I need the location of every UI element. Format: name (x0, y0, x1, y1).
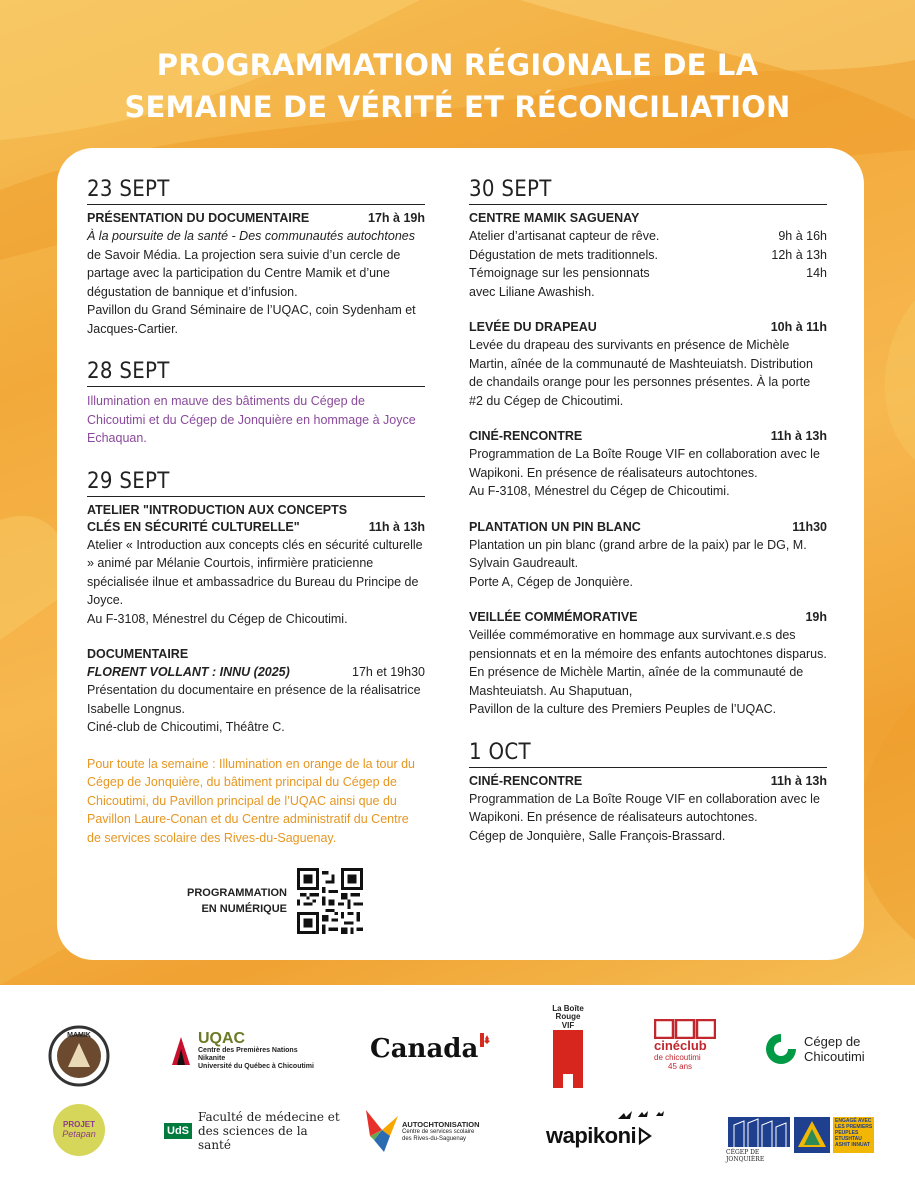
event-pin-blanc (469, 519, 827, 592)
event-location: Au F-3108, Ménestrel du Cégep de Chicoutimi. (87, 611, 348, 626)
boite-line-3: VIF (561, 1021, 575, 1030)
uds-line-1: Faculté de médecine et (198, 1110, 340, 1124)
event-title: DOCUMENTAIRE (87, 647, 189, 661)
wapikoni-birds-icon (616, 1109, 676, 1123)
engage-mark-icon (794, 1117, 830, 1153)
uqac-sub-1: Centre des Premières Nations (198, 1046, 298, 1054)
event-body: Levée du drapeau des survivants en présence de Michèle Martin, aînée de la communauté de Mashteuiatsh. Distribution de chandails orange pour les personnes présentes. À la porte #2 du Cégep de Chicoutimi. (469, 338, 813, 408)
week-note: Pour toute la semaine : Illumination en orange de la tour du Cégep de Jonquière, du bâtiment principal du Cégep de Chicoutimi, du Pavillon principal de l’UQAC ainsi que du Pavillon Laure-Conan et du Centre administratif du Centre de services scolaire des Rives-du-Saguenay. (87, 756, 415, 845)
auto-line-1: AUTOCHTONISATION (402, 1119, 480, 1129)
autochtonisation-bird-icon (362, 1106, 400, 1156)
wapikoni-wordmark: wapikoni (546, 1123, 637, 1148)
cineclub-sub: de chicoutimi (654, 1053, 701, 1062)
auto-line-3: des Rives-du-Saguenay (402, 1135, 467, 1142)
event-header (87, 502, 425, 536)
program-card (57, 148, 864, 960)
petapan-line-2: Petapan (62, 1129, 96, 1139)
event-body: Illumination en mauve des bâtiments du Cégep de Chicoutimi et du Cégep de Jonquière en hommage à Joyce Echaquan. (87, 394, 416, 445)
cegep-jonquiere-icon (728, 1117, 790, 1147)
event-documentaire (87, 646, 425, 737)
day-28-sept (87, 360, 425, 448)
event-time: 11h à 13h (368, 519, 425, 534)
cineclub-name: cinéclub (654, 1038, 707, 1053)
uqac-sub-2: Nikanite (198, 1054, 226, 1062)
event-title: CENTRE MAMIK SAGUENAY (469, 211, 640, 225)
event-location: Cégep de Jonquière, Salle François-Brassard. (469, 828, 726, 843)
engage-line-4: ETUSHTAU (835, 1136, 862, 1142)
title-line-2: SEMAINE DE VÉRITÉ ET RÉCONCILIATION (124, 90, 791, 124)
event-title: CINÉ-RENCONTRE (469, 773, 583, 788)
row-extra: avec Liliane Awashish. (469, 284, 595, 299)
row-label: Témoignage sur les pensionnats (469, 266, 650, 280)
row-time: 12h à 13h (771, 247, 827, 262)
event-title (87, 502, 369, 536)
engage-line-1: ENGAGÉ AVEC (835, 1118, 872, 1124)
date-heading: 28 SEPT (87, 360, 425, 387)
logo-mamik (48, 1025, 110, 1087)
qr-label-line-1: PROGRAMMATION (186, 887, 287, 899)
event-header (87, 210, 425, 227)
logo-engage-premiers-peuples (794, 1115, 878, 1155)
uds-line-2: des sciences de la santé (198, 1124, 308, 1152)
event-time: 19h (805, 610, 827, 624)
event-location: Pavillon du Grand Séminaire de l’UQAC, coin Sydenham et Jacques-Cartier. (87, 303, 416, 336)
canada-wordmark: Canada (370, 1034, 479, 1064)
petapan-logo-icon (52, 1103, 106, 1157)
event-title: LEVÉE DU DRAPEAU (469, 320, 597, 334)
event-body: Programmation de La Boîte Rouge VIF en collaboration avec le Wapikoni. En présence de réalisateurs autochtones. (469, 791, 820, 824)
uqac-sub-3: Université du Québec à Chicoutimi (198, 1062, 314, 1070)
film-title: FLORENT VOLLANT : INNU (2025) (87, 665, 290, 679)
mamik-logo-icon (48, 1025, 110, 1087)
row-time: 14h (806, 266, 827, 280)
logo-cegep-jonquiere (726, 1117, 792, 1163)
canada-flag-icon (480, 1033, 490, 1047)
left-column (87, 178, 425, 869)
event-body: Veillée commémorative en hommage aux survivant.e.s des pensionnats et en la mémoire des enfants autochtones disparus. En présence de Michèle Martin, aînée de la communauté de Mashteuiatsh. Au Shaputuan, (469, 628, 827, 698)
event-atelier (87, 502, 425, 629)
uqac-feather-icon (168, 1033, 194, 1067)
engage-line-2: LES PREMIERS (835, 1124, 873, 1130)
event-time: 11h à 13h (770, 773, 827, 788)
date-heading: 30 SEPT (469, 178, 827, 205)
logo-uds (164, 1111, 344, 1151)
cegep-chic-line-1: Cégep de (804, 1034, 861, 1049)
schedule-row (469, 227, 827, 246)
right-column (469, 178, 827, 867)
event-cine-rencontre (469, 428, 827, 501)
boite-line-2: Rouge (555, 1012, 581, 1021)
event-time: 11h à 13h (770, 429, 827, 443)
event-title: VEILLÉE COMMÉMORATIVE (469, 610, 638, 624)
event-time: 17h à 19h (368, 211, 425, 225)
engage-line-5: ASHIT INNUAT (835, 1142, 870, 1148)
event-header (469, 210, 827, 227)
mamik-label: MAMIK (67, 1032, 91, 1039)
event-header (469, 773, 827, 790)
cineclub-years: 45 ans (668, 1062, 693, 1071)
schedule-row (469, 264, 827, 283)
event-title-line-2: CLÉS EN SÉCURITÉ CULTURELLE" (87, 519, 300, 534)
logo-canada (370, 1031, 490, 1067)
event-header (87, 646, 425, 663)
boite-line-1: La Boîte (552, 1004, 584, 1013)
engage-line-3: PEUPLES (835, 1130, 859, 1136)
event-mamik (469, 210, 827, 301)
event-body: Atelier « Introduction aux concepts clés en sécurité culturelle » animé par Mélanie Courtois, infirmière praticienne spécialisée ilnue et ambassadrice du Bureau du Principe de Joyce. (87, 537, 423, 607)
day-1-oct (469, 741, 827, 846)
logo-petapan (52, 1103, 106, 1157)
event-body: de Savoir Média. La projection sera suivie d’un cercle de partage avec la participation du Centre Mamik et d’une dégustation de bannique et d’infusion. (87, 247, 401, 299)
event-location: Pavillon de la culture des Premiers Peuples de l’UQAC. (469, 702, 777, 716)
event-header (469, 519, 827, 536)
cegep-chicoutimi-icon (764, 1032, 798, 1066)
day-30-sept (469, 178, 827, 719)
event-description (87, 227, 425, 301)
day-29-sept (87, 470, 425, 848)
event-header (469, 319, 827, 336)
date-heading: 23 SEPT (87, 178, 425, 205)
logo-boite-rouge (548, 1005, 588, 1091)
petapan-line-1: PROJET (62, 1120, 96, 1129)
cineclub-ccc-icon (654, 1019, 716, 1039)
partner-logos (0, 985, 915, 1200)
event-header (469, 609, 827, 626)
row-time: 9h à 16h (778, 229, 827, 243)
date-heading: 1 OCT (469, 741, 827, 768)
schedule-row (469, 246, 827, 265)
auto-line-2: Centre de services scolaire (402, 1128, 475, 1135)
cegep-chic-line-2: Chicoutimi (804, 1049, 865, 1064)
boite-rouge-icon (551, 1030, 585, 1088)
qr-code[interactable] (297, 868, 363, 934)
event-location: Ciné-club de Chicoutimi, Théâtre C. (87, 720, 285, 734)
row-label: Atelier d’artisanat capteur de rêve. (469, 229, 660, 243)
wapikoni-play-icon (638, 1127, 652, 1145)
event-time: 11h30 (792, 519, 827, 534)
event-location: Au F-3108, Ménestrel du Cégep de Chicoutimi. (469, 484, 730, 498)
event-italic: À la poursuite de la santé - Des communautés autochtones (87, 229, 415, 243)
cegep-jonquiere-name: CÉGEP DE JONQUIÈRE (726, 1149, 765, 1163)
event-title: PLANTATION UN PIN BLANC (469, 519, 641, 534)
event-header (469, 428, 827, 445)
event-time: 17h et 19h30 (352, 665, 425, 679)
event-drapeau (469, 319, 827, 410)
uds-mark: UdS (164, 1123, 192, 1139)
event-time: 10h à 11h (770, 320, 827, 334)
event-body: Plantation un pin blanc (grand arbre de la paix) par le DG, M. Sylvain Gaudreault. (469, 537, 807, 570)
event-location: Porte A, Cégep de Jonquière. (469, 574, 634, 589)
logo-cineclub (654, 1019, 718, 1075)
qr-label (157, 885, 287, 917)
qr-label-line-2: EN NUMÉRIQUE (201, 903, 287, 915)
event-veillee (469, 609, 827, 719)
logo-autochtonisation (362, 1103, 488, 1159)
row-label: Dégustation de mets traditionnels. (469, 247, 658, 262)
event-body: Programmation de La Boîte Rouge VIF en collaboration avec le Wapikoni. En présence de réalisateurs autochtones. (469, 447, 820, 480)
event-body: Présentation du documentaire en présence de la réalisatrice Isabelle Longnus. (87, 683, 421, 716)
logo-cegep-chicoutimi (764, 1031, 884, 1067)
title-line-1: PROGRAMMATION RÉGIONALE DE LA (156, 48, 759, 82)
event-subheader (87, 663, 425, 681)
page-title (0, 44, 915, 128)
logo-uqac (168, 1025, 338, 1075)
date-heading: 29 SEPT (87, 470, 425, 497)
event-title: PRÉSENTATION DU DOCUMENTAIRE (87, 211, 310, 225)
event-title: CINÉ-RENCONTRE (469, 429, 583, 443)
logo-wapikoni (546, 1109, 676, 1157)
uqac-name: UQAC (198, 1029, 246, 1047)
day-23-sept (87, 178, 425, 338)
event-title-line-1: ATELIER "INTRODUCTION AUX CONCEPTS (87, 502, 348, 517)
